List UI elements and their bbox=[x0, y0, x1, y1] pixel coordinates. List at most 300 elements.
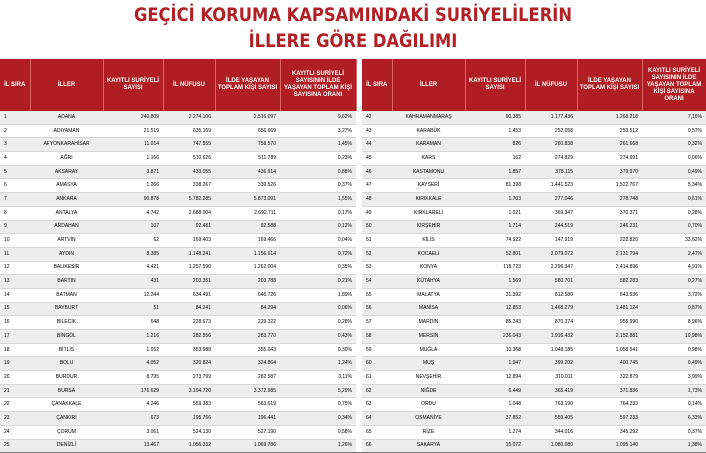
cell-toplam-kisi: 955.990 bbox=[577, 316, 642, 330]
cell-il-nufusu: 228.673 bbox=[163, 316, 215, 330]
cell-oran: 0,28% bbox=[642, 206, 706, 220]
table-row bbox=[0, 343, 706, 357]
cell-toplam-kisi: 84.294 bbox=[215, 302, 280, 316]
cell-il-adi: MARDİN bbox=[392, 316, 465, 330]
cell-il-adi: MERSİN bbox=[392, 330, 465, 344]
cell-il-sira: 4 bbox=[0, 152, 30, 166]
cell-toplam-kisi: 511.789 bbox=[215, 152, 280, 166]
header-kayitli-suriyeli: KAYITLI SURİYELİ SAYISI bbox=[103, 59, 163, 111]
cell-kayitli-suriyeli: 8.795 bbox=[103, 371, 163, 385]
cell-il-sira: 46 bbox=[362, 165, 392, 179]
table-row bbox=[0, 357, 706, 371]
cell-kayitli-suriyeli: 4.742 bbox=[103, 206, 163, 220]
cell-kayitli-suriyeli: 90.385 bbox=[465, 111, 525, 124]
cell-oran: 0,61% bbox=[642, 193, 706, 207]
cell-il-nufusu: 510.626 bbox=[163, 152, 215, 166]
cell-il-nufusu: 5.782.285 bbox=[163, 193, 215, 207]
cell-il-nufusu: 2.688.004 bbox=[163, 206, 215, 220]
cell-il-sira: 51 bbox=[362, 234, 392, 248]
cell-kayitli-suriyeli: 6.449 bbox=[465, 384, 525, 398]
cell-oran: 0,70% bbox=[642, 220, 706, 234]
cell-oran: 10,98% bbox=[642, 330, 706, 344]
cell-oran: 0,98% bbox=[642, 343, 706, 357]
cell-il-nufusu: 1.048.185 bbox=[525, 343, 577, 357]
cell-il-adi: BAYBURT bbox=[30, 302, 103, 316]
cell-kayitli-suriyeli: 12.853 bbox=[465, 302, 525, 316]
cell-toplam-kisi: 1.156.614 bbox=[215, 247, 280, 261]
cell-il-adi: ÇANKIRI bbox=[30, 412, 103, 426]
cell-oran: 0,87% bbox=[642, 302, 706, 316]
cell-il-sira: 60 bbox=[362, 357, 392, 371]
cell-il-adi: ORDU bbox=[392, 398, 465, 412]
cell-kayitli-suriyeli: 118.723 bbox=[465, 261, 525, 275]
cell-il-sira: 3 bbox=[0, 138, 30, 152]
cell-il-nufusu: 84.241 bbox=[163, 302, 215, 316]
cell-toplam-kisi: 229.322 bbox=[215, 316, 280, 330]
cell-kayitli-suriyeli: 1.021 bbox=[465, 206, 525, 220]
cell-il-nufusu: 559.405 bbox=[525, 412, 577, 426]
cell-toplam-kisi: 436.914 bbox=[215, 165, 280, 179]
cell-il-nufusu: 277.046 bbox=[525, 193, 577, 207]
cell-toplam-kisi: 1.069.786 bbox=[215, 439, 280, 453]
cell-il-adi: ADIYAMAN bbox=[30, 124, 103, 138]
cell-il-adi: ANKARA bbox=[30, 193, 103, 207]
cell-il-adi: DENİZLİ bbox=[30, 439, 103, 453]
cell-il-adi: KIRKLARELİ bbox=[392, 206, 465, 220]
cell-oran: 3,11% bbox=[280, 371, 356, 385]
cell-il-nufusu: 1.177.436 bbox=[525, 111, 577, 124]
cell-il-adi: BALIKESİR bbox=[30, 261, 103, 275]
cell-toplam-kisi: 3.372.985 bbox=[215, 384, 280, 398]
cell-toplam-kisi: 1.058.541 bbox=[577, 343, 642, 357]
cell-il-sira: 5 bbox=[0, 165, 30, 179]
cell-il-adi: KIRIKKALE bbox=[392, 193, 465, 207]
cell-il-adi: KARS bbox=[392, 152, 465, 166]
cell-kayitli-suriyeli: 826 bbox=[465, 138, 525, 152]
cell-kayitli-suriyeli: 4.421 bbox=[103, 261, 163, 275]
header-il-nufusu: İL NÜFUSU bbox=[163, 59, 215, 111]
cell-toplam-kisi: 261.668 bbox=[577, 138, 642, 152]
cell-oran: 0,43% bbox=[280, 330, 356, 344]
cell-il-sira: 25 bbox=[0, 439, 30, 453]
header-oran-right: KAYITLI SURİYELİ SAYISININ İLDE YAŞAYAN TOPLAM KİŞİ SAYISINA ORANI bbox=[642, 59, 706, 111]
cell-il-nufusu: 399.202 bbox=[525, 357, 577, 371]
cell-toplam-kisi: 1.262.004 bbox=[215, 261, 280, 275]
cell-il-sira: 55 bbox=[362, 288, 392, 302]
cell-kayitli-suriyeli: 648 bbox=[103, 316, 163, 330]
cell-il-sira: 10 bbox=[0, 234, 30, 248]
cell-il-nufusu: 2.079.072 bbox=[525, 247, 577, 261]
cell-toplam-kisi: 597.233 bbox=[577, 412, 642, 426]
cell-il-nufusu: 559.383 bbox=[163, 398, 215, 412]
table-row bbox=[0, 275, 706, 289]
cell-toplam-kisi: 203.788 bbox=[215, 275, 280, 289]
page-title bbox=[49, 2, 656, 54]
cell-il-adi: ARDAHAN bbox=[30, 220, 103, 234]
cell-il-nufusu: 169.403 bbox=[163, 234, 215, 248]
cell-il-nufusu: 244.519 bbox=[525, 220, 577, 234]
cell-oran: 1,45% bbox=[280, 138, 356, 152]
cell-il-adi: KARAMAN bbox=[392, 138, 465, 152]
cell-il-nufusu: 1.441.523 bbox=[525, 179, 577, 193]
cell-oran: 5,29% bbox=[280, 384, 356, 398]
cell-kayitli-suriyeli: 81.398 bbox=[465, 179, 525, 193]
cell-kayitli-suriyeli: 15.072 bbox=[465, 439, 525, 453]
cell-oran: 0,12% bbox=[280, 220, 356, 234]
cell-il-sira: 63 bbox=[362, 398, 392, 412]
cell-il-nufusu: 1.916.432 bbox=[525, 330, 577, 344]
cell-kayitli-suriyeli: 1.052 bbox=[103, 343, 163, 357]
cell-il-sira: 17 bbox=[0, 330, 30, 344]
cell-oran: 7,16% bbox=[642, 111, 706, 124]
cell-il-sira: 16 bbox=[0, 316, 30, 330]
cell-il-sira: 48 bbox=[362, 193, 392, 207]
cell-oran: 0,06% bbox=[280, 302, 356, 316]
cell-kayitli-suriyeli: 21.519 bbox=[103, 124, 163, 138]
cell-oran: 0,72% bbox=[280, 247, 356, 261]
cell-toplam-kisi: 1.095.140 bbox=[577, 439, 642, 453]
cell-oran: 0,04% bbox=[280, 234, 356, 248]
cell-il-adi: KİLİS bbox=[392, 234, 465, 248]
cell-il-nufusu: 747.555 bbox=[163, 138, 215, 152]
cell-il-sira: 65 bbox=[362, 425, 392, 439]
cell-il-sira: 22 bbox=[0, 398, 30, 412]
cell-kayitli-suriyeli: 31.392 bbox=[465, 288, 525, 302]
table-row bbox=[0, 412, 706, 426]
cell-il-adi: KIRŞEHİR bbox=[392, 220, 465, 234]
cell-il-nufusu: 2.296.347 bbox=[525, 261, 577, 275]
cell-il-nufusu: 320.824 bbox=[163, 357, 215, 371]
cell-oran: 1,24% bbox=[280, 357, 356, 371]
cell-il-sira: 43 bbox=[362, 124, 392, 138]
cell-toplam-kisi: 169.466 bbox=[215, 234, 280, 248]
cell-kayitli-suriyeli: 11.014 bbox=[103, 138, 163, 152]
cell-il-adi: AYDIN bbox=[30, 247, 103, 261]
cell-kayitli-suriyeli: 431 bbox=[103, 275, 163, 289]
cell-kayitli-suriyeli: 1.274 bbox=[465, 425, 525, 439]
cell-kayitli-suriyeli: 1.166 bbox=[103, 152, 163, 166]
cell-kayitli-suriyeli: 3.061 bbox=[103, 425, 163, 439]
cell-kayitli-suriyeli: 673 bbox=[103, 412, 163, 426]
cell-il-adi: AKSARAY bbox=[30, 165, 103, 179]
cell-toplam-kisi: 246.231 bbox=[577, 220, 642, 234]
cell-il-nufusu: 310.011 bbox=[525, 371, 577, 385]
cell-toplam-kisi: 2.152.881 bbox=[577, 330, 642, 344]
province-distribution-table bbox=[0, 59, 706, 453]
table-row bbox=[0, 165, 706, 179]
cell-oran: 0,58% bbox=[280, 425, 356, 439]
cell-il-sira: 52 bbox=[362, 247, 392, 261]
cell-il-nufusu: 2.274.106 bbox=[163, 111, 215, 124]
cell-il-sira: 23 bbox=[0, 412, 30, 426]
cell-il-adi: ADANA bbox=[30, 111, 103, 124]
cell-il-adi: BURDUR bbox=[30, 371, 103, 385]
cell-toplam-kisi: 758.570 bbox=[215, 138, 280, 152]
cell-kayitli-suriyeli: 62 bbox=[103, 234, 163, 248]
cell-toplam-kisi: 764.233 bbox=[577, 398, 642, 412]
data-table-container bbox=[0, 59, 706, 453]
cell-toplam-kisi: 5.873.091 bbox=[215, 193, 280, 207]
cell-il-nufusu: 763.190 bbox=[525, 398, 577, 412]
cell-toplam-kisi: 222.820 bbox=[577, 234, 642, 248]
cell-oran: 0,49% bbox=[642, 357, 706, 371]
cell-kayitli-suriyeli: 13.467 bbox=[103, 439, 163, 453]
cell-oran: 0,34% bbox=[280, 412, 356, 426]
cell-oran: 0,21% bbox=[280, 275, 356, 289]
cell-oran: 33,62% bbox=[642, 234, 706, 248]
cell-toplam-kisi: 400.745 bbox=[577, 357, 642, 371]
cell-toplam-kisi: 379.970 bbox=[577, 165, 642, 179]
cell-oran: 0,49% bbox=[642, 165, 706, 179]
cell-il-nufusu: 1.468.279 bbox=[525, 302, 577, 316]
cell-il-nufusu: 1.056.332 bbox=[163, 439, 215, 453]
cell-oran: 1,55% bbox=[280, 193, 356, 207]
cell-oran: 1,73% bbox=[642, 384, 706, 398]
cell-toplam-kisi: 2.414.896 bbox=[577, 261, 642, 275]
cell-kayitli-suriyeli: 1.703 bbox=[465, 193, 525, 207]
cell-oran: 0,06% bbox=[642, 152, 706, 166]
cell-toplam-kisi: 278.748 bbox=[577, 193, 642, 207]
cell-kayitli-suriyeli: 52.801 bbox=[465, 247, 525, 261]
cell-il-adi: BİLECİK bbox=[30, 316, 103, 330]
cell-il-adi: KAHRAMANMARAŞ bbox=[392, 111, 465, 124]
cell-oran: 2,47% bbox=[642, 247, 706, 261]
cell-toplam-kisi: 1.522.767 bbox=[577, 179, 642, 193]
cell-oran: 8,96% bbox=[642, 316, 706, 330]
cell-il-sira: 1 bbox=[0, 111, 30, 124]
title-line-2: İLLERE GÖRE DAĞILIMI bbox=[248, 30, 458, 52]
cell-il-adi: RİZE bbox=[392, 425, 465, 439]
cell-toplam-kisi: 324.864 bbox=[215, 357, 280, 371]
cell-il-nufusu: 635.169 bbox=[163, 124, 215, 138]
cell-oran: 0,37% bbox=[642, 425, 706, 439]
cell-il-nufusu: 1.080.080 bbox=[525, 439, 577, 453]
cell-il-sira: 66 bbox=[362, 439, 392, 453]
cell-kayitli-suriyeli: 4.246 bbox=[103, 398, 163, 412]
cell-toplam-kisi: 92.588 bbox=[215, 220, 280, 234]
cell-il-nufusu: 1.257.590 bbox=[163, 261, 215, 275]
cell-oran: 1,89% bbox=[280, 288, 356, 302]
cell-il-nufusu: 344.016 bbox=[525, 425, 577, 439]
cell-toplam-kisi: 1.481.124 bbox=[577, 302, 642, 316]
table-row bbox=[0, 371, 706, 385]
cell-oran: 5,34% bbox=[642, 179, 706, 193]
cell-il-adi: NEVŞEHİR bbox=[392, 371, 465, 385]
table-row bbox=[0, 398, 706, 412]
cell-kayitli-suriyeli: 74.922 bbox=[465, 234, 525, 248]
cell-kayitli-suriyeli: 1.453 bbox=[465, 124, 525, 138]
cell-il-sira: 18 bbox=[0, 343, 30, 357]
cell-oran: 0,23% bbox=[280, 152, 356, 166]
cell-il-sira: 6 bbox=[0, 179, 30, 193]
cell-il-sira: 45 bbox=[362, 152, 392, 166]
cell-il-adi: MUŞ bbox=[392, 357, 465, 371]
cell-oran: 6,33% bbox=[642, 412, 706, 426]
cell-kayitli-suriyeli: 240.809 bbox=[103, 111, 163, 124]
cell-il-adi: BİNGÖL bbox=[30, 330, 103, 344]
cell-il-nufusu: 870.374 bbox=[525, 316, 577, 330]
cell-kayitli-suriyeli: 4.052 bbox=[103, 357, 163, 371]
cell-il-sira: 11 bbox=[0, 247, 30, 261]
cell-oran: 0,28% bbox=[280, 316, 356, 330]
cell-il-sira: 49 bbox=[362, 206, 392, 220]
cell-il-nufusu: 282.556 bbox=[163, 330, 215, 344]
cell-toplam-kisi: 2.516.097 bbox=[215, 111, 280, 124]
cell-il-adi: BARTIN bbox=[30, 275, 103, 289]
cell-kayitli-suriyeli: 10.368 bbox=[465, 343, 525, 357]
cell-kayitli-suriyeli: 176.629 bbox=[103, 384, 163, 398]
cell-oran: 1,26% bbox=[280, 439, 356, 453]
table-row bbox=[0, 111, 706, 124]
cell-il-nufusu: 92.481 bbox=[163, 220, 215, 234]
cell-il-adi: ARTVİN bbox=[30, 234, 103, 248]
cell-il-nufusu: 369.347 bbox=[525, 206, 577, 220]
cell-kayitli-suriyeli: 37.852 bbox=[465, 412, 525, 426]
header-toplam-kisi: İLDE YAŞAYAN TOPLAM KİŞİ SAYISI bbox=[215, 59, 280, 111]
cell-oran: 3,27% bbox=[280, 124, 356, 138]
cell-il-nufusu: 203.351 bbox=[163, 275, 215, 289]
cell-il-adi: NİĞDE bbox=[392, 384, 465, 398]
header-iller-right: İLLER bbox=[392, 59, 465, 111]
cell-il-sira: 15 bbox=[0, 302, 30, 316]
table-row bbox=[0, 206, 706, 220]
header-il-nufusu-right: İL NÜFUSU bbox=[525, 59, 577, 111]
cell-kayitli-suriyeli: 90.878 bbox=[103, 193, 163, 207]
cell-toplam-kisi: 339.526 bbox=[215, 179, 280, 193]
cell-il-sira: 59 bbox=[362, 343, 392, 357]
cell-oran: 0,75% bbox=[280, 398, 356, 412]
cell-toplam-kisi: 527.190 bbox=[215, 425, 280, 439]
cell-il-adi: MALATYA bbox=[392, 288, 465, 302]
table-row bbox=[0, 330, 706, 344]
cell-oran: 0,27% bbox=[642, 275, 706, 289]
table-row bbox=[0, 288, 706, 302]
cell-il-sira: 44 bbox=[362, 138, 392, 152]
cell-kayitli-suriyeli: 236.043 bbox=[465, 330, 525, 344]
header-il-sira: İL SIRA bbox=[0, 59, 30, 111]
cell-kayitli-suriyeli: 162 bbox=[465, 152, 525, 166]
cell-oran: 1,38% bbox=[642, 439, 706, 453]
cell-il-nufusu: 365.419 bbox=[525, 384, 577, 398]
cell-kayitli-suriyeli: 1.569 bbox=[465, 275, 525, 289]
cell-il-adi: AFYONKARAHİSAR bbox=[30, 138, 103, 152]
table-header-row bbox=[0, 59, 706, 111]
cell-il-nufusu: 338.267 bbox=[163, 179, 215, 193]
cell-toplam-kisi: 2.131.794 bbox=[577, 247, 642, 261]
cell-oran: 3,72% bbox=[642, 288, 706, 302]
header-toplam-kisi-right: İLDE YAŞAYAN TOPLAM KİŞİ SAYISI bbox=[577, 59, 642, 111]
cell-kayitli-suriyeli: 12.894 bbox=[465, 371, 525, 385]
table-row bbox=[0, 316, 706, 330]
cell-toplam-kisi: 646.726 bbox=[215, 288, 280, 302]
cell-il-adi: MANİSA bbox=[392, 302, 465, 316]
cell-toplam-kisi: 371.836 bbox=[577, 384, 642, 398]
cell-kayitli-suriyeli: 1.266 bbox=[103, 179, 163, 193]
cell-oran: 3,99% bbox=[642, 371, 706, 385]
cell-oran: 9,62% bbox=[280, 111, 356, 124]
cell-il-adi: AĞRI bbox=[30, 152, 103, 166]
cell-oran: 0,30% bbox=[280, 343, 356, 357]
cell-il-adi: KASTAMONU bbox=[392, 165, 465, 179]
cell-il-adi: BATMAN bbox=[30, 288, 103, 302]
cell-toplam-kisi: 253.512 bbox=[577, 124, 642, 138]
cell-il-nufusu: 433.055 bbox=[163, 165, 215, 179]
cell-oran: 0,57% bbox=[642, 124, 706, 138]
cell-il-nufusu: 1.148.241 bbox=[163, 247, 215, 261]
cell-toplam-kisi: 656.669 bbox=[215, 124, 280, 138]
header-il-sira-right: İL SIRA bbox=[362, 59, 392, 111]
cell-kayitli-suriyeli: 1.048 bbox=[465, 398, 525, 412]
cell-kayitli-suriyeli: 1.714 bbox=[465, 220, 525, 234]
cell-il-sira: 24 bbox=[0, 425, 30, 439]
cell-toplam-kisi: 274.991 bbox=[577, 152, 642, 166]
cell-il-adi: AMASYA bbox=[30, 179, 103, 193]
cell-il-sira: 47 bbox=[362, 179, 392, 193]
cell-toplam-kisi: 196.441 bbox=[215, 412, 280, 426]
cell-il-sira: 19 bbox=[0, 357, 30, 371]
cell-il-sira: 7 bbox=[0, 193, 30, 207]
table-row bbox=[0, 124, 706, 138]
cell-il-adi: MUĞLA bbox=[392, 343, 465, 357]
cell-il-adi: SAKARYA bbox=[392, 439, 465, 453]
cell-il-sira: 53 bbox=[362, 261, 392, 275]
cell-il-adi: KONYA bbox=[392, 261, 465, 275]
cell-il-sira: 50 bbox=[362, 220, 392, 234]
cell-il-sira: 61 bbox=[362, 371, 392, 385]
header-oran: KAYITLI SURİYELİ SAYISININ İLDE YAŞAYAN TOPLAM KİŞİ SAYISINA ORANI bbox=[280, 59, 356, 111]
cell-il-nufusu: 524.130 bbox=[163, 425, 215, 439]
cell-il-sira: 62 bbox=[362, 384, 392, 398]
cell-il-sira: 20 bbox=[0, 371, 30, 385]
cell-oran: 0,17% bbox=[280, 206, 356, 220]
table-row bbox=[0, 302, 706, 316]
table-row bbox=[0, 261, 706, 275]
cell-toplam-kisi: 563.619 bbox=[215, 398, 280, 412]
cell-oran: 0,32% bbox=[642, 138, 706, 152]
cell-il-sira: 21 bbox=[0, 384, 30, 398]
cell-oran: 0,88% bbox=[280, 165, 356, 179]
cell-oran: 4,91% bbox=[642, 261, 706, 275]
cell-kayitli-suriyeli: 51 bbox=[103, 302, 163, 316]
cell-toplam-kisi: 370.371 bbox=[577, 206, 642, 220]
cell-kayitli-suriyeli: 3.871 bbox=[103, 165, 163, 179]
table-row bbox=[0, 179, 706, 193]
title-line-1: GEÇİCİ KORUMA KAPSAMINDAKİ SURİYELİLERİN bbox=[133, 4, 573, 26]
cell-kayitli-suriyeli: 85.243 bbox=[465, 316, 525, 330]
table-row bbox=[0, 247, 706, 261]
cell-il-sira: 57 bbox=[362, 316, 392, 330]
table-row bbox=[0, 384, 706, 398]
cell-toplam-kisi: 322.879 bbox=[577, 371, 642, 385]
cell-il-nufusu: 634.491 bbox=[163, 288, 215, 302]
cell-kayitli-suriyeli: 1.216 bbox=[103, 330, 163, 344]
table-body bbox=[0, 111, 706, 453]
cell-il-nufusu: 274.829 bbox=[525, 152, 577, 166]
cell-il-nufusu: 3.194.720 bbox=[163, 384, 215, 398]
table-row bbox=[0, 439, 706, 453]
cell-il-sira: 64 bbox=[362, 412, 392, 426]
table-row bbox=[0, 234, 706, 248]
cell-oran: 0,37% bbox=[280, 179, 356, 193]
cell-il-adi: KARABÜK bbox=[392, 124, 465, 138]
cell-kayitli-suriyeli: 107 bbox=[103, 220, 163, 234]
cell-il-adi: ANTALYA bbox=[30, 206, 103, 220]
cell-il-nufusu: 273.799 bbox=[163, 371, 215, 385]
cell-il-nufusu: 812.580 bbox=[525, 288, 577, 302]
cell-il-sira: 12 bbox=[0, 261, 30, 275]
cell-kayitli-suriyeli: 8.385 bbox=[103, 247, 163, 261]
cell-il-adi: BURSA bbox=[30, 384, 103, 398]
